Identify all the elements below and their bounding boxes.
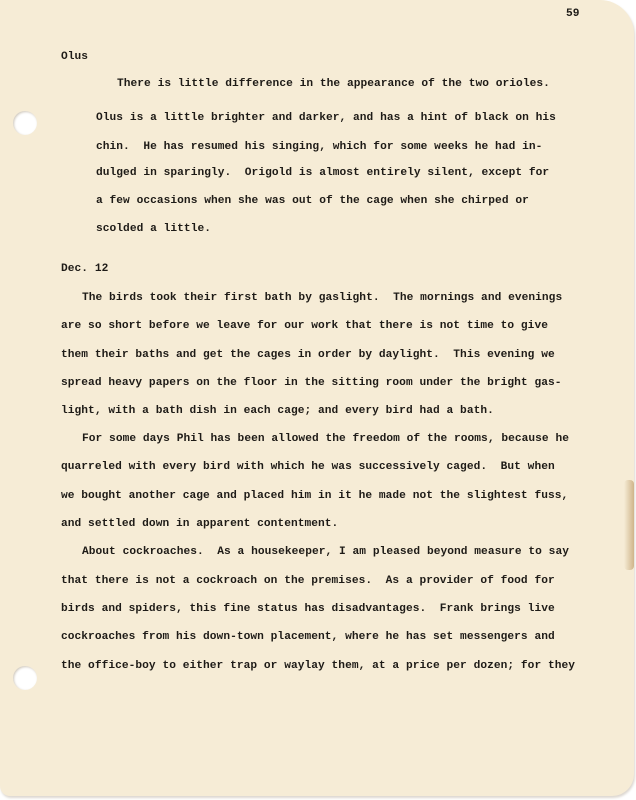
paragraph-line: that there is not a cockroach on the premises. As a provider of food for [61,575,555,587]
paragraph-line: a few occasions when she was out of the cage when she chirped or [96,195,529,207]
paragraph-line: are so short before we leave for our work that there is not time to give [61,320,548,332]
paper-stain [624,480,634,570]
paragraph-line: Olus is a little brighter and darker, and has a hint of black on his [96,112,556,124]
paragraph-line: the office-boy to either trap or waylay them, at a price per dozen; for they [61,660,576,672]
punch-hole-top [13,111,37,135]
section-heading: Olus [61,51,89,63]
paragraph-line: spread heavy papers on the floor in the sitting room under the bright gas- [61,377,562,389]
paragraph-line: we bought another cage and placed him in it he made not the slightest fuss, [61,490,569,502]
paragraph-line: quarreled with every bird with which he was successively caged. But when [61,461,555,473]
paragraph-line: them their baths and get the cages in order by daylight. This evening we [61,349,555,361]
paragraph-line: There is little difference in the appearance of the two orioles. [117,78,550,90]
paragraph-line: The birds took their first bath by gaslight. The mornings and evenings [82,292,563,304]
paragraph-line: scolded a little. [96,223,211,235]
paragraph-line: dulged in sparingly. Origold is almost entirely silent, except for [96,167,550,179]
paragraph-line: For some days Phil has been allowed the freedom of the rooms, because he [82,433,569,445]
section-heading: Dec. 12 [61,263,109,275]
paragraph-line: birds and spiders, this fine status has disadvantages. Frank brings live [61,603,555,615]
punch-hole-bottom [13,666,37,690]
paragraph-line: cockroaches from his down-town placement, where he has set messengers and [61,631,555,643]
paragraph-line: About cockroaches. As a housekeeper, I am pleased beyond measure to say [82,546,569,558]
paragraph-line: chin. He has resumed his singing, which for some weeks he had in- [96,141,543,153]
page-number: 59 [566,8,580,20]
paragraph-line: and settled down in apparent contentment. [61,518,339,530]
paragraph-line: light, with a bath dish in each cage; and every bird had a bath. [61,405,494,417]
